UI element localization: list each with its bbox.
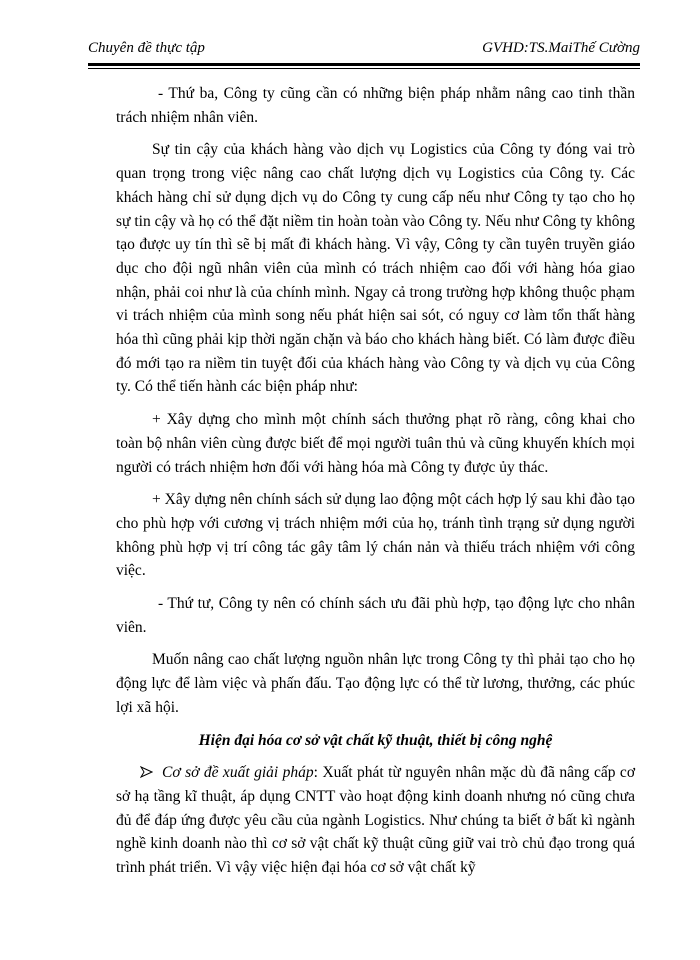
- page-header: [88, 38, 640, 64]
- header-rule-thick: [88, 63, 640, 66]
- paragraph-dong-luc: Muốn nâng cao chất lượng nguồn nhân lực trong Công ty thì phải tạo cho họ động lực để làm việc và phấn đấu. Tạo động lực có thể từ lương, thưởng, các phúc lợi xã hội.: [116, 651, 635, 716]
- arrow-bullet-icon: [140, 761, 162, 785]
- paragraph-bullet-thuong-phat: + Xây dựng cho mình một chính sách thưởng phạt rõ ràng, công khai cho toàn bộ nhân viên cùng được biết để mọi người tuân thủ và cũng khuyến khích mọi người có trách nhiệm hơn đối với hàng hóa mà Công ty được ủy thác.: [116, 411, 635, 476]
- paragraph-su-tin-cay: Sự tin cậy của khách hàng vào dịch vụ Logistics của Công ty đóng vai trò quan trọng trong việc nâng cao chất lượng dịch vụ Logistics của Công ty. Các khách hàng chỉ sử dụng dịch vụ do Công ty cung cấp nếu như Công ty tạo cho họ sự tin cậy và họ có thể đặt niềm tin hoàn toàn vào Công ty. Nếu như Công ty không tạo được uy tín thì sẽ bị mất đi khách hàng. Vì vậy, Công ty cần tuyên truyền giáo dục cho đội ngũ nhân viên của mình có trách nhiệm cao đối với hàng hóa giao nhận, phải coi như là của chính mình. Ngay cả trong trường hợp không thuộc phạm vi trách nhiệm của mình song nếu phát hiện sai sót, có nguy cơ làm tổn thất hàng hóa thì cũng phải kịp thời ngăn chặn và báo cho khách hàng biết. Có làm được điều đó mới tạo ra niềm tin tuyệt đối của khách hàng vào Công ty và dịch vụ của Công ty. Có thể tiến hành các biện pháp như:: [116, 141, 635, 396]
- paragraph-bullet-lao-dong: + Xây dựng nên chính sách sử dụng lao động một cách hợp lý sau khi đào tạo cho phù hợp với cương vị trách nhiệm mới của họ, tránh tình trạng sử dụng người không phù hợp vị trí công tác gây tâm lý chán nản và thiếu trách nhiệm với công việc.: [116, 491, 635, 580]
- paragraph-co-so-de-xuat: [116, 761, 635, 880]
- document-body: [116, 82, 635, 889]
- paragraph-thu-tu: - Thứ tư, Công ty nên có chính sách ưu đãi phù hợp, tạo động lực cho nhân viên.: [116, 595, 635, 636]
- header-rule-thin: [88, 68, 640, 69]
- header-right-supervisor: GVHD:TS.MaiThế Cường: [482, 40, 640, 56]
- paragraph-thu-ba: - Thứ ba, Công ty cũng cần có những biện pháp nhằm nâng cao tinh thần trách nhiệm nhân viên.: [116, 85, 635, 126]
- paragraph-lead-label: Cơ sở đề xuất giải pháp: [162, 764, 314, 782]
- header-left-title: Chuyên đề thực tập: [88, 40, 205, 56]
- section-heading: Hiện đại hóa cơ sở vật chất kỹ thuật, thiết bị công nghệ: [198, 731, 553, 749]
- paragraph-lead-text: : Xuất phát từ nguyên nhân mặc dù đã nâng cấp cơ sở hạ tầng kĩ thuật, áp dụng CNTT vào hoạt động kinh doanh nhưng nó cũng chưa đủ để đáp ứng được yêu cầu của ngành Logistics. Như chúng ta biết ở bất kì ngành nghề kinh doanh nào thì cơ sở vật chất kỹ thuật cũng giữ vai trò chủ đạo trong quá trình phát triển. Vì vậy việc hiện đại hóa cơ sở vật chất kỹ: [116, 764, 636, 877]
